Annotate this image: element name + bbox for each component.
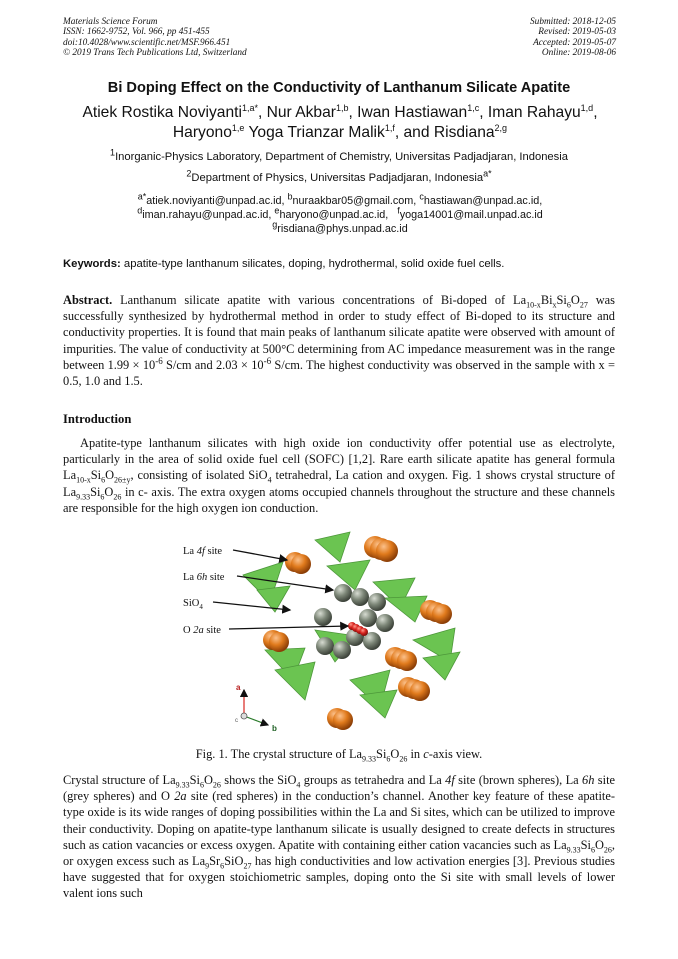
journal-header-left bbox=[63, 17, 247, 58]
formula-sub: 6 bbox=[590, 845, 595, 855]
body-text: Crystal structure of La bbox=[63, 773, 176, 787]
email-link[interactable]: yoga14001@mail.unpad.ac.id bbox=[399, 208, 543, 221]
author-name: Haryono bbox=[172, 124, 232, 141]
intro-text: , consisting of isolated SiO bbox=[130, 468, 268, 483]
affiliation-text: Inorganic-Physics Laboratory, Department of Chemistry, Universitas Padjadjaran, Indonesia bbox=[115, 151, 568, 163]
intro-text: in c- axis. The extra oxygen atoms occupied channels throughout the structure and these channels are responsible for the high oxygen ion conduction. bbox=[63, 484, 615, 515]
formula-sub: 6 bbox=[199, 780, 204, 790]
formula-part: Si bbox=[189, 773, 200, 787]
author-sup: 1,e bbox=[231, 122, 245, 133]
arrow-la-4f bbox=[233, 550, 287, 560]
formula-part: O bbox=[105, 468, 115, 483]
label-sio4: SiO$_4$ bbox=[183, 598, 203, 611]
la-6h-spheres bbox=[314, 584, 394, 659]
la-6h-sphere bbox=[333, 641, 351, 659]
affiliation-tail: a* bbox=[483, 168, 492, 179]
la-4f-sphere bbox=[333, 710, 353, 730]
formula-sub: x bbox=[552, 300, 557, 310]
email-sup: g bbox=[272, 219, 278, 229]
exponent: -6 bbox=[263, 355, 272, 366]
formula-sub: 26 bbox=[603, 845, 612, 855]
author-list: Atiek Rostika Noviyanti$^{1,a*}$, Nur Akbar$^{1,b}$, Iwan Hastiawan$^{1,c}$, Iman Rahayu$^{1,d}$, Haryono$^{1,e}$ Yoga Trianzar Malik$^{1,f}$, and Risdiana$^{2,g}$ bbox=[82, 102, 598, 141]
formula-part: O bbox=[203, 773, 213, 787]
exponent: -6 bbox=[155, 355, 163, 366]
formula-sub: 26 bbox=[113, 492, 122, 502]
abstract-text: S/cm. The highest conductivity was observed in the sample with x = 0.5, 1.0 and 1.5. bbox=[63, 357, 615, 389]
la-6h-sphere bbox=[316, 637, 334, 655]
email-sup: b bbox=[287, 191, 293, 202]
body-text: has high conductivities and low activation energies [3]. Previous studies have suggested that for oxygen stoichiometric samples, doping onto the Si site with small levels of lower valent ions such bbox=[63, 854, 615, 901]
formula-sub: 9.33 bbox=[362, 754, 377, 764]
formula-sub: 27 bbox=[579, 300, 588, 310]
formula-part: O bbox=[570, 293, 580, 307]
author-sup: 1,a* bbox=[241, 102, 258, 113]
tetrahedron bbox=[327, 560, 370, 590]
author-sup: 2,g bbox=[494, 122, 508, 133]
body-italic: 2a bbox=[174, 789, 187, 804]
accepted-date: Accepted: 2019-05-07 bbox=[533, 37, 616, 48]
formula-part: Si bbox=[556, 293, 567, 307]
abstract-label: Abstract. bbox=[63, 293, 113, 307]
affiliation-2 bbox=[0, 168, 678, 184]
author-sup: 1,b bbox=[335, 102, 349, 113]
caption-text: Fig. 1. The crystal structure of La bbox=[195, 747, 363, 761]
copyright: © 2019 Trans Tech Publications Ltd, Switzerland bbox=[63, 47, 247, 58]
formula-part: SiO bbox=[224, 854, 244, 869]
author-name: Yoga Trianzar Malik bbox=[248, 124, 385, 141]
axis-c-dot bbox=[241, 713, 247, 719]
body-paragraph bbox=[63, 772, 615, 902]
journal-name: Materials Science Forum bbox=[63, 17, 158, 27]
axis-b-arrow bbox=[244, 716, 268, 725]
keywords-label: Keywords: bbox=[63, 258, 121, 270]
body-text: , or oxygen excess such as La bbox=[63, 837, 615, 869]
email-sup: f bbox=[397, 205, 400, 216]
la-6h-sphere bbox=[368, 593, 386, 611]
body-text: groups as tetrahedra and La bbox=[300, 773, 446, 787]
abstract-text: was successfully synthesized by hydrothermal method in order to study effect of Bi-doped to its structure and conductivity properties. It is found that main peaks of lanthanum silicate apatite were observed with amount of impurities. The value of conductivity at 500°C determining from AC impedance measurement was in the range between 1.99 × 10 bbox=[63, 293, 615, 372]
caption-text: -axis view. bbox=[428, 747, 483, 761]
formula-sub: 26 bbox=[212, 780, 221, 790]
axis-indicator bbox=[235, 683, 277, 733]
formula-sub: 9.33 bbox=[175, 780, 190, 790]
figure-caption bbox=[0, 747, 678, 762]
la-4f-sphere bbox=[410, 681, 430, 701]
affiliation-1 bbox=[0, 147, 678, 163]
author-sup: 1,c bbox=[467, 102, 480, 113]
la-4f-sphere bbox=[397, 651, 417, 671]
formula-sub: 6 bbox=[220, 861, 225, 871]
la-6h-sphere bbox=[359, 609, 377, 627]
la-4f-sphere bbox=[269, 632, 289, 652]
la-4f-sphere bbox=[432, 604, 452, 624]
formula-part: Si bbox=[90, 468, 102, 483]
formula-part: Si bbox=[580, 837, 591, 852]
formula-part: O bbox=[390, 747, 400, 761]
email-sup: d bbox=[137, 205, 143, 216]
la-6h-sphere bbox=[314, 608, 332, 626]
affiliation-sup: 1 bbox=[110, 147, 116, 158]
author-sup: 1,f bbox=[384, 122, 395, 133]
formula-sub: 6 bbox=[386, 754, 391, 764]
la-6h-sphere bbox=[376, 614, 394, 632]
doi-link[interactable]: doi:10.4028/www.scientific.net/MSF.966.451 bbox=[63, 37, 231, 48]
email-link[interactable]: iman.rahayu@unpad.ac.id, bbox=[142, 208, 272, 221]
formula-sub: 6 bbox=[100, 492, 105, 502]
intro-text: tetrahedral, La cation and oxygen. Fig. 1 shows crystal structure of La bbox=[63, 468, 616, 499]
section-heading-introduction: Introduction bbox=[63, 412, 132, 426]
author-name: Iman Rahayu bbox=[487, 104, 581, 121]
affiliation-text: Department of Physics, Universitas Padjadjaran, Indonesia bbox=[191, 172, 484, 184]
journal-header-right bbox=[530, 17, 616, 58]
email-list bbox=[60, 191, 620, 236]
formula-part: O bbox=[104, 484, 114, 499]
la-6h-sphere bbox=[351, 588, 369, 606]
o-2a-sphere bbox=[360, 628, 368, 636]
intro-text: Apatite-type lanthanum silicates with high oxide ion conductivity offer potential use as electrolyte, particularly in the area of solid oxide fuel cell (SOFC) [1,2]. Rare earth silicate apatite has general formula La bbox=[63, 436, 615, 483]
axis-b-label: b bbox=[272, 724, 277, 733]
formula-sub: 27 bbox=[243, 861, 252, 871]
body-text: shows the SiO bbox=[220, 773, 297, 787]
arrow-o-2a bbox=[229, 626, 348, 629]
axis-c-label: c bbox=[235, 718, 238, 724]
formula-part: Si bbox=[90, 484, 101, 499]
formula-sub: 9 bbox=[205, 861, 210, 871]
body-italic: 4f bbox=[445, 773, 455, 787]
formula-sub: 10-x bbox=[526, 300, 541, 310]
tetrahedron bbox=[315, 532, 350, 562]
affiliation-sup: 2 bbox=[186, 168, 192, 179]
formula-sub: 6 bbox=[101, 475, 106, 485]
abstract-text: S/cm and 2.03 × 10 bbox=[162, 357, 264, 372]
formula-sub: 26±y bbox=[114, 475, 131, 485]
submitted-date: Submitted: 2018-12-05 bbox=[530, 17, 616, 27]
formula-sub: 26 bbox=[399, 754, 408, 764]
body-text: site (grey spheres) and O bbox=[63, 773, 616, 804]
formula-part: Sr bbox=[209, 854, 221, 869]
email-link[interactable]: haryono@unpad.ac.id, bbox=[279, 208, 389, 221]
author-name: Iwan Hastiawan bbox=[357, 104, 468, 121]
la-4f-sphere bbox=[376, 540, 398, 562]
author-sup: 1,d bbox=[580, 102, 594, 113]
formula-sub: 4 bbox=[296, 780, 301, 790]
formula-sub: 9.33 bbox=[566, 845, 581, 855]
body-text: site (brown spheres), La bbox=[454, 773, 583, 787]
author-name: Nur Akbar bbox=[266, 104, 336, 121]
body-text: site (red spheres) in the conduction’s channel. Another key feature of these apatite-type oxide is its wide ranges of doping possibilities within the La and Si sites, which can be utilized to improve their conductivity. Doping on apatite-type lanthanum silicate is usually designed to create defects in structures such as cation vacancies or excess oxygen. Apatite with containing either cation vacancies such as La bbox=[63, 789, 615, 852]
online-date: Online: 2019-08-06 bbox=[541, 47, 616, 58]
formula-sub: 10-x bbox=[76, 475, 91, 485]
email-sup: c bbox=[419, 191, 424, 202]
formula-sub: 4 bbox=[267, 475, 272, 485]
axis-a-label: a bbox=[236, 683, 241, 692]
formula-part: Bi bbox=[540, 293, 553, 307]
email-link[interactable]: nuraakbar05@gmail.com, bbox=[292, 195, 417, 207]
body-italic: 6h bbox=[582, 773, 595, 787]
la-6h-sphere bbox=[334, 584, 352, 602]
issn: ISSN: 1662-9752, Vol. 966, pp 451-455 bbox=[63, 27, 210, 38]
formula-sub: 9.33 bbox=[76, 492, 91, 502]
abstract bbox=[63, 292, 615, 389]
formula-part: O bbox=[594, 837, 604, 852]
label-la-6h: La 6h site bbox=[183, 572, 225, 583]
paper-title: Bi Doping Effect on the Conductivity of Lanthanum Silicate Apatite bbox=[107, 80, 571, 96]
keywords-text: apatite-type lanthanum silicates, doping, hydrothermal, solid oxide fuel cells. bbox=[123, 258, 505, 270]
email-link[interactable]: risdiana@phys.unpad.ac.id bbox=[277, 222, 408, 235]
label-la-4f: La 4f site bbox=[183, 546, 223, 557]
intro-paragraph bbox=[63, 435, 615, 516]
author-name: Risdiana bbox=[433, 124, 495, 141]
email-link[interactable]: atiek.noviyanti@unpad.ac.id, bbox=[146, 195, 285, 207]
tetrahedron bbox=[423, 652, 460, 680]
author-name: Atiek Rostika Noviyanti bbox=[82, 104, 242, 121]
caption-italic: c bbox=[423, 747, 429, 761]
email-link[interactable]: hastiawan@unpad.ac.id, bbox=[423, 195, 543, 207]
revised-date: Revised: 2019-05-03 bbox=[538, 27, 616, 38]
email-sup: e bbox=[274, 205, 280, 216]
crystal-structure-figure bbox=[165, 530, 505, 738]
keywords bbox=[63, 258, 623, 270]
email-sup: a* bbox=[137, 191, 147, 202]
la-4f-sphere bbox=[291, 554, 311, 574]
caption-text: in bbox=[407, 747, 424, 761]
formula-part: Si bbox=[376, 747, 387, 761]
abstract-text: Lanthanum silicate apatite with various concentrations of Bi-doped of La bbox=[120, 293, 527, 307]
label-o-2a: O 2a site bbox=[183, 625, 221, 636]
formula-sub: 6 bbox=[566, 300, 571, 310]
tetrahedron bbox=[360, 690, 397, 718]
